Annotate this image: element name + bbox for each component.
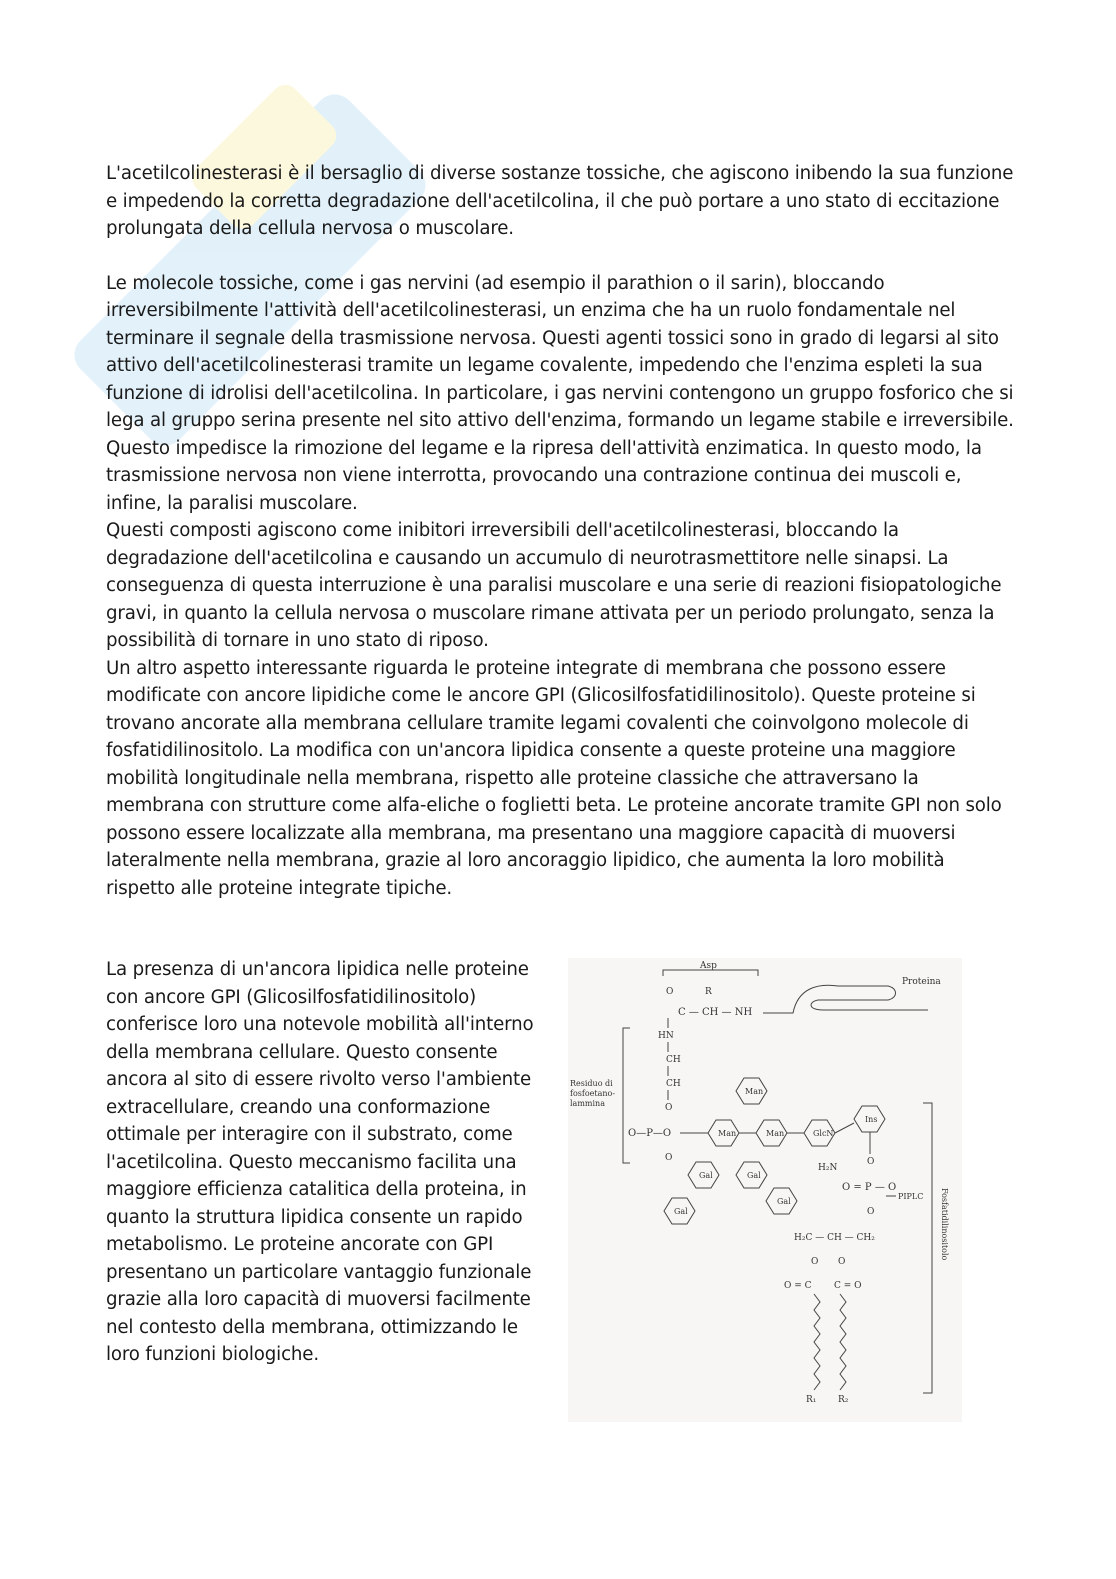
- sugar-ins: Ins: [865, 1115, 878, 1124]
- sugar-gal-3: Gal: [777, 1197, 791, 1206]
- gpi-structure-diagram: [568, 958, 962, 1422]
- chem-ch2-a: CH: [666, 1055, 681, 1065]
- sugar-man-3: Man: [745, 1087, 764, 1096]
- chem-c-ch-nh: C — CH — NH: [678, 1007, 753, 1018]
- paragraph-intro: L'acetilcolinesterasi è il bersaglio di diverse sostanze tossiche, che agiscono inibendo la sua funzione e impedendo la corretta degradazione dell'acetilcolina, il che può portare a uno stato di eccitazione prolungata della cellula nervosa o muscolare.: [106, 163, 1014, 239]
- chem-o-low: O: [665, 1153, 673, 1163]
- chem-o-right-2: O: [838, 1257, 846, 1267]
- chem-o-left: O: [811, 1257, 819, 1267]
- chem-ester-right: C = O: [834, 1281, 862, 1291]
- sugar-gal-4: Gal: [674, 1207, 688, 1216]
- sugar-man-1: Man: [718, 1129, 737, 1138]
- sugar-gal-1: Gal: [699, 1171, 713, 1180]
- paragraph-nerve-gases: Le molecole tossiche, come i gas nervini (ad esempio il parathion o il sarin), bloccando irreversibilmente l'attività dell'acetilcolinesterasi, un enzima che ha un ruolo fondamentale nel terminare il segnale della trasmissione nervosa. Questi agenti tossici sono in grado di legarsi al sito attivo dell'acetilcolinesterasi tramite un legame covalente, impedendo che l'enzima espleti la sua funzione di idrolisi dell'acetilcolina. In particolare, i gas nervini contengono un gruppo fosforico che si lega al gruppo serina presente nel sito attivo dell'enzima, formando un legame stabile e irreversibile. Questo impedisce la rimozione del legame e la ripresa dell'attività enzimatica. In questo modo, la trasmissione nervosa non viene interrotta, provocando una contrazione continua dei muscoli e, infine, la paralisi muscolare.: [106, 272, 1014, 514]
- sugar-man-2: Man: [766, 1129, 785, 1138]
- chem-ester-left: O = C: [784, 1281, 812, 1291]
- chem-ch2-b: CH: [666, 1079, 681, 1089]
- label-fosfatidilinositolo: Fosfatidilinositolo: [940, 1188, 949, 1261]
- chem-h2n: H₂N: [818, 1163, 838, 1173]
- chem-r1: R₁: [806, 1395, 817, 1405]
- chem-hn: HN: [658, 1031, 674, 1041]
- chem-o-top: O: [666, 987, 674, 997]
- chem-r-top: R: [705, 987, 712, 997]
- label-residuo-3: lammina: [570, 1099, 605, 1108]
- chem-o-mid: O: [665, 1103, 673, 1113]
- paragraph-gpi-anchors: Un altro aspetto interessante riguarda le proteine integrate di membrana che possono essere modificate con ancore lipidiche come le ancore GPI (Glicosilfosfatidilinositolo). Queste proteine si trovano ancorate alla membrana cellulare tramite legami covalenti che coinvolgono molecole di fosfatidilinositolo. La modifica con un'ancora lipidica consente a queste proteine una maggiore mobilità longitudinale nella membrana, rispetto alle proteine classiche che attraversano la membrana con strutture come alfa-eliche o foglietti beta. Le proteine ancorate tramite GPI non solo possono essere localizzate alla membrana, ma presentano una maggiore capacità di muoversi lateralmente nella membrana, grazie al loro ancoraggio lipidico, che aumenta la loro mobilità rispetto alle proteine integrate tipiche.: [106, 657, 1002, 899]
- chem-r2: R₂: [838, 1395, 849, 1405]
- label-piplc: PIPLC: [898, 1192, 924, 1201]
- chem-phosphate: O—P—O: [628, 1128, 672, 1139]
- label-residuo-1: Residuo di: [570, 1079, 613, 1088]
- sugar-gal-2: Gal: [747, 1171, 761, 1180]
- label-residuo-2: fosfoetano-: [570, 1089, 616, 1098]
- paragraph-gpi-mobility: La presenza di un'ancora lipidica nelle proteine con ancore GPI (Glicosilfosfatidilinositolo) conferisce loro una notevole mobilità all'interno della membrana cellulare. Questo consente ancora al sito di essere rivolto verso l'ambiente extracellulare, creando una conformazione ottimale per interagire con il substrato, come l'acetilcolina. Questo meccanismo facilita una maggiore efficienza catalitica della proteina, in quanto la struttura lipidica consente un rapido metabolismo. Le proteine ancorate con GPI presentano un particolare vantaggio funzionale grazie alla loro capacità di muoversi facilmente nel contesto della membrana, ottimizzando le loro funzioni biologiche.: [106, 959, 534, 1365]
- paragraph-inhibitors: Questi composti agiscono come inibitori irreversibili dell'acetilcolinesterasi, bloccando la degradazione dell'acetilcolina e causando un accumulo di neurotrasmettitore nelle sinapsi. La conseguenza di questa interruzione è una paralisi muscolare e una serie di reazioni fisiopatologiche gravi, in quanto la cellula nervosa o muscolare rimane attivata per un periodo prolungato, senza la possibilità di tornare in uno stato di riposo.: [106, 520, 1002, 651]
- sugar-glcn: GlcN: [813, 1129, 834, 1138]
- chem-o-ins: O: [867, 1157, 875, 1167]
- chem-glycerol: H₂C — CH — CH₂: [794, 1233, 875, 1243]
- label-asp: Asp: [700, 961, 717, 971]
- chem-p-right: O = P — O: [842, 1182, 897, 1193]
- gpi-anchor-figure: [568, 958, 962, 1422]
- document-body: [106, 160, 1016, 902]
- label-proteina: Proteina: [902, 977, 941, 987]
- chem-o-right: O: [867, 1207, 875, 1217]
- gpi-side-text: [106, 956, 556, 1369]
